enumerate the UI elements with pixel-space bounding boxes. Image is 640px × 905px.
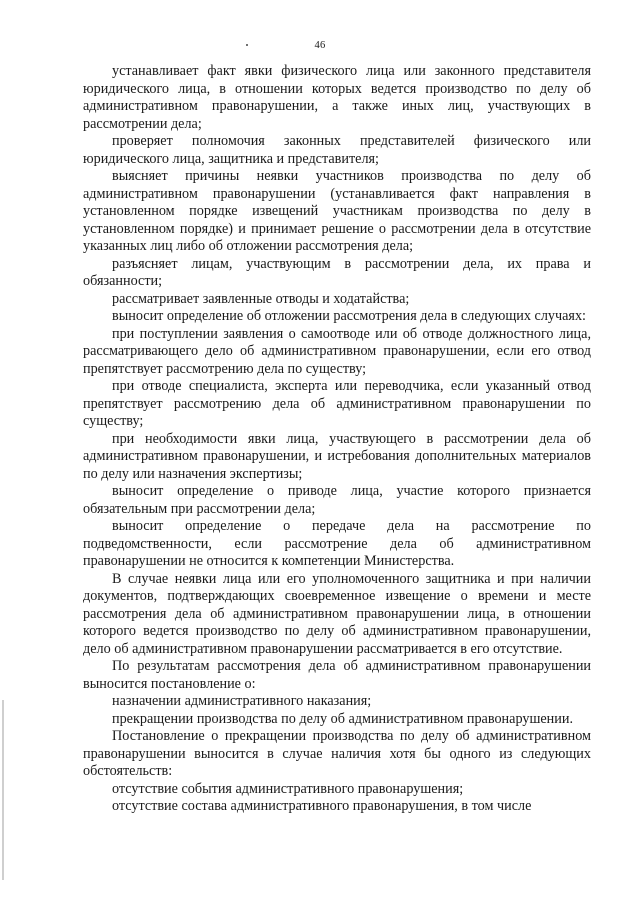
page-number: 46 [314, 40, 326, 51]
paragraph: назначении административного наказания; [112, 693, 372, 709]
scan-speck [246, 44, 248, 46]
paragraph: отсутствие события административного правонарушения; [112, 780, 464, 797]
paragraph: выясняет причины неявки участников производства по делу об административном правонарушении (устанавливается факт направления в установленном порядке извещений участникам производства по делу в установленном порядке) и принимает решение о рассмотрении дела в отсутствие указанных лиц либо об отложении рассмотрения дела; [83, 168, 591, 254]
body-text [83, 63, 591, 816]
paragraph: рассматривает заявленные отводы и ходатайства; [112, 290, 410, 307]
paragraph: прекращении производства по делу об административном правонарушении. [112, 710, 573, 727]
paragraph: при отводе специалиста, эксперта или переводчика, если указанный отвод препятствует рассмотрению дела об административном правонарушении по существу; [83, 378, 591, 429]
paragraph: Постановление о прекращении производства по делу об административном правонарушении выносится в случае наличия хотя бы одного из следующих обстоятельств: [83, 728, 591, 779]
paragraph: разъясняет лицам, участвующим в рассмотрении дела, их права и обязанности; [83, 255, 591, 289]
paragraph: выносит определение о приводе лица, участие которого признается обязательным при рассмотрении дела; [83, 483, 591, 517]
paragraph: В случае неявки лица или его уполномоченного защитника и при наличии документов, подтверждающих своевременное извещение о времени и месте рассмотрения дела об административном правонарушении лица, в отношении которого ведется производство по делу об административном правонарушении, дело об административном правонарушении рассматривается в его отсутствие. [83, 570, 591, 657]
scan-edge-mark [2, 700, 4, 880]
paragraph: при поступлении заявления о самоотводе или об отводе должностного лица, рассматривающего дело об административном правонарушении, если его отвод препятствует рассмотрению дела по существу; [83, 325, 591, 377]
paragraph: По результатам рассмотрения дела об административном правонарушении выносится постановление о: [83, 658, 591, 692]
paragraph: выносит определение о передаче дела на рассмотрение по подведомственности, если рассмотрение дела об административном правонарушении не относится к компетенции Министерства. [83, 518, 591, 569]
paragraph: выносит определение об отложении рассмотрения дела в следующих случаях: [112, 308, 586, 324]
paragraph: проверяет полномочия законных представителей физического или юридического лица, защитника и представителя; [83, 133, 591, 167]
paragraph: устанавливает факт явки физического лица или законного представителя юридического лица, в отношении которых ведется производство по делу об административном правонарушении, а также иных лиц, участвующих в рассмотрении дела; [83, 63, 591, 132]
paragraph: отсутствие состава административного правонарушения, в том числе [112, 798, 532, 814]
paragraph: при необходимости явки лица, участвующего в рассмотрении дела об административном правонарушении, и истребования дополнительных материалов по делу или назначения экспертизы; [83, 430, 591, 482]
